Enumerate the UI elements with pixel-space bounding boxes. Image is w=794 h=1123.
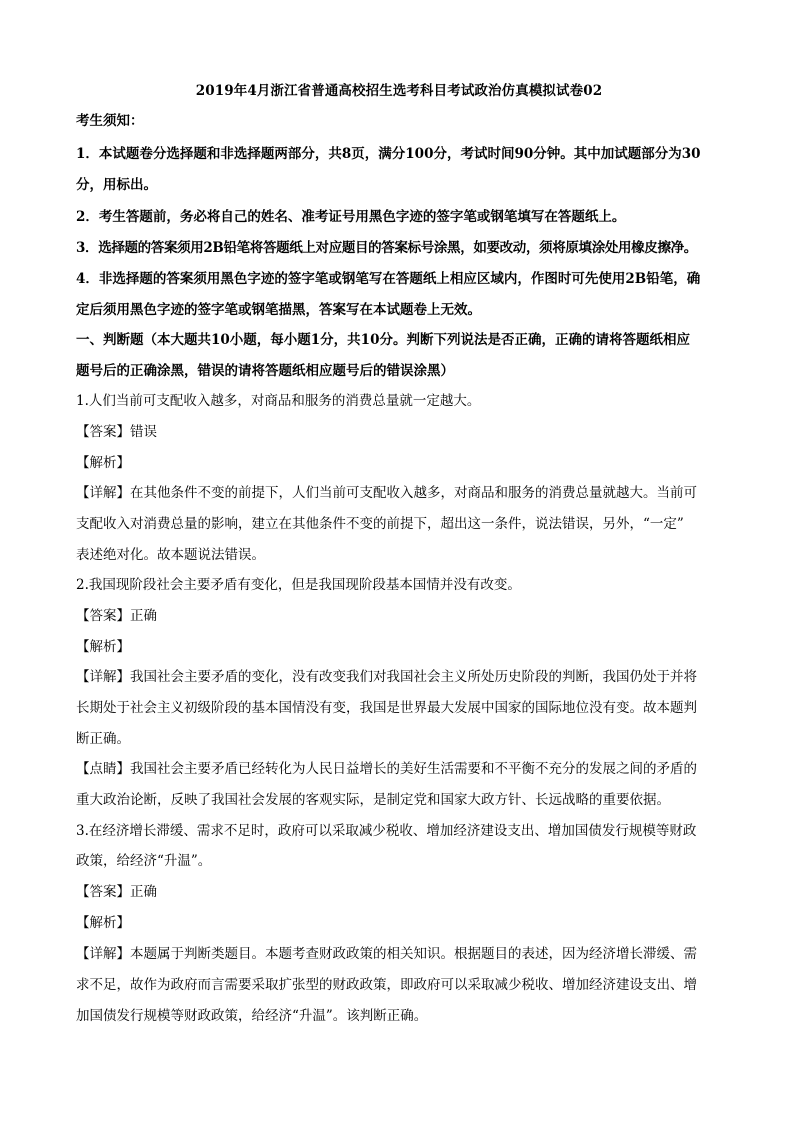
notice-item-1 — [76, 139, 722, 201]
document-content — [76, 78, 722, 1031]
question-3-stem-line-2: 政策，给经济“升温”。 — [76, 853, 212, 869]
question-3-stem-line-1: 3.在经济增长滞缓、需求不足时，政府可以采取减少税收、增加经济建设支出、增加国债发行规模等财政 — [76, 823, 697, 839]
notice-item-1-line-1: 1．本试题卷分选择题和非选择题两部分，共8页，满分100分，考试时间90分钟。其中加试题部分为30 — [76, 146, 701, 162]
notice-item-3 — [76, 233, 722, 263]
notice-item-4-line-1: 4．非选择题的答案须用黑色字迹的签字笔或钢笔写在答题纸上相应区域内，作图时可先使用2B铅笔，确 — [76, 271, 701, 287]
question-1-stem: 1.人们当前可支配收入越多，对商品和服务的消费总量就一定越大。 — [76, 393, 481, 409]
question-2-stem: 2.我国现阶段社会主要矛盾有变化，但是我国现阶段基本国情并没有改变。 — [76, 577, 521, 593]
section-heading — [76, 325, 722, 386]
question-2-answer: 【答案】正确 — [76, 608, 157, 624]
notice-item-4-line-2: 定后须用黑色字迹的签字笔或钢笔描黑，答案写在本试题卷上无效。 — [76, 302, 481, 318]
question-1-analysis: 【解析】 — [76, 455, 130, 471]
question-2-detail-line-1: 【详解】我国社会主要矛盾的变化，没有改变我们对我国社会主义所处历史阶段的判断，我国仍处于并将 — [76, 669, 697, 685]
question-2-detail-line-2: 长期处于社会主义初级阶段的基本国情没有变，我国是世界最大发展中国家的国际地位没有变。故本题判 — [76, 700, 697, 716]
section-heading-line-1: 一、判断题（本大题共10小题，每小题1分，共10分。判断下列说法是否正确，正确的请将答题纸相应 — [76, 332, 690, 348]
notice-heading — [76, 108, 722, 134]
notice-item-2-line-1: 2．考生答题前，务必将自己的姓名、准考证号用黑色字迹的签字笔或钢笔填写在答题纸上。 — [76, 209, 626, 225]
question-1-detail-line-3: 表述绝对化。故本题说法错误。 — [76, 547, 265, 563]
question-3-detail-line-1: 【详解】本题属于判断类题目。本题考查财政政策的相关知识。根据题目的表述，因为经济增长滞缓、需 — [76, 946, 697, 962]
question-3-detail-line-2: 求不足，故作为政府而言需要采取扩张型的财政政策，即政府可以采取减少税收、增加经济建设支出、增 — [76, 977, 697, 993]
section-heading-line-2: 题号后的正确涂黑，错误的请将答题纸相应题号后的错误涂黑） — [76, 363, 454, 379]
notice-item-2 — [76, 201, 722, 233]
notice-item-3-line-1: 3．选择题的答案须用2B铅笔将答题纸上对应题目的答案标号涂黑，如要改动，须将原填涂处用橡皮擦净。 — [76, 240, 697, 256]
question-2-point-line-1: 【点睛】我国社会主要矛盾已经转化为人民日益增长的美好生活需要和不平衡不充分的发展之间的矛盾的 — [76, 761, 697, 777]
notice-item-1-line-2: 分，用标出。 — [76, 177, 157, 193]
question-2-point-line-2: 重大政治论断，反映了我国社会发展的客观实际，是制定党和国家大政方针、长远战略的重要依据。 — [76, 792, 670, 808]
question-3-detail-line-3: 加国债发行规模等财政政策，给经济“升温”。该判断正确。 — [76, 1008, 428, 1024]
question-3-answer: 【答案】正确 — [76, 884, 157, 900]
question-1 — [76, 386, 722, 570]
question-3-analysis: 【解析】 — [76, 915, 130, 931]
question-2 — [76, 570, 722, 816]
question-1-detail-line-1: 【详解】在其他条件不变的前提下，人们当前可支配收入越多，对商品和服务的消费总量就越大。当前可 — [76, 485, 697, 501]
question-2-analysis: 【解析】 — [76, 639, 130, 655]
document-title: 2019年4月浙江省普通高校招生选考科目考试政治仿真模拟试卷02 — [195, 83, 603, 99]
question-3 — [76, 816, 722, 1031]
question-1-answer: 【答案】错误 — [76, 424, 157, 440]
notice-item-4 — [76, 263, 722, 325]
question-2-detail-line-3: 断正确。 — [76, 731, 130, 747]
notice-heading-text: 考生须知： — [76, 113, 144, 129]
question-1-detail-line-2: 支配收入对消费总量的影响，建立在其他条件不变的前提下，超出这一条件，说法错误，另外，“一定” — [76, 516, 684, 532]
